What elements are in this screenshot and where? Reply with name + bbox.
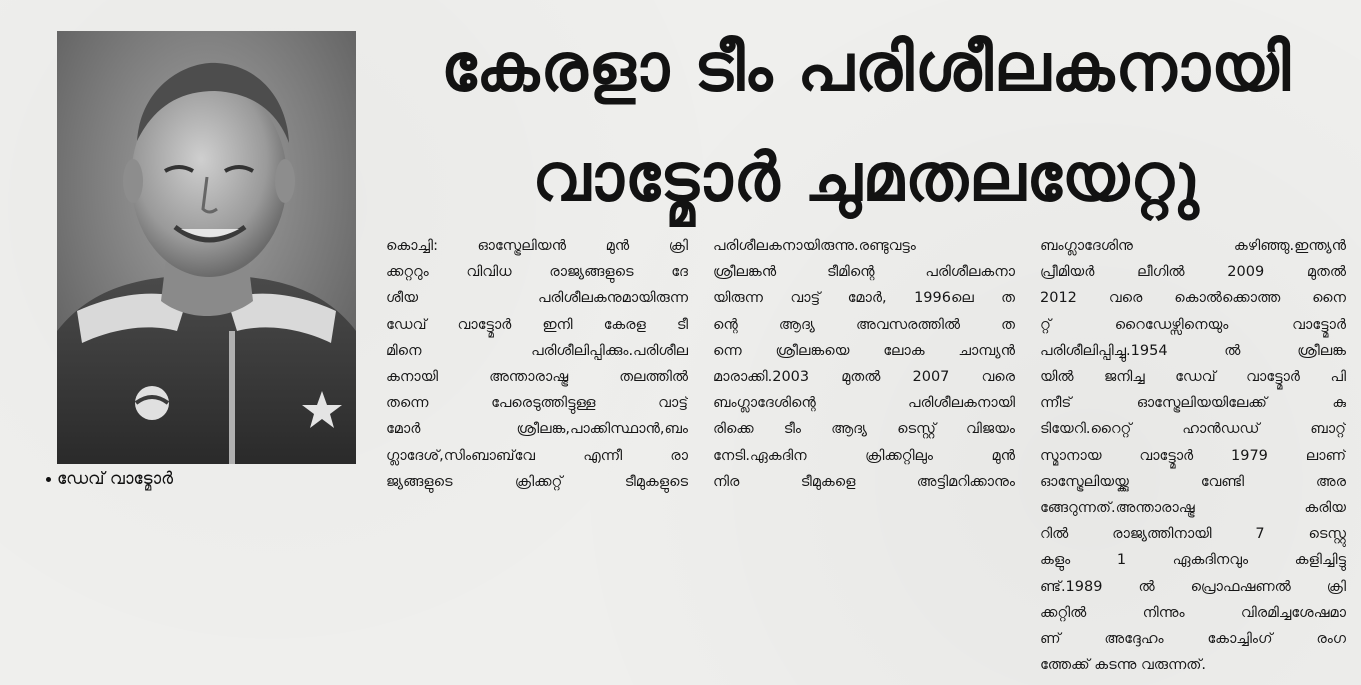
column-line: പരിശീലകനായിരുന്നു.രണ്ടുവട്ടം [713,238,916,254]
column-line: ടിയേറി.റൈറ്റ് ഹാൻഡഡ് ബാറ്റ് [1040,421,1346,438]
column-line: രിക്കെ ടീം ആദ്യ ടെസ്റ്റ് വിജയം [713,421,1015,438]
column-line: റ്റ് റൈഡേഴ്സിനെയും വാട്ട്മോർ [1040,316,1346,333]
photo-caption-text: ഡേവ് വാട്മോർ [57,469,174,489]
column-line: ബംഗ്ലാദേശിനു കഴിഞ്ഞു.ഇന്ത്യൻ [1040,238,1346,254]
column-line: ശീയ പരിശീലകനുമായിരുന്ന [386,290,688,307]
column-line: പരിശീലിപ്പിച്ചു.1954 ൽ ശ്രീലങ്ക [1040,342,1346,359]
column-line: യിരുന്ന വാട്ട് മോർ, 1996ലെ ത [713,290,1015,307]
article-column-2 [713,233,1015,495]
column-line: കളും 1 ഏകദിനവും കളിച്ചിട്ടു [1040,552,1346,569]
caption-bullet-icon [46,477,51,482]
column-line: മാരാക്കി.2003 മുതൽ 2007 വരെ [713,369,1015,386]
column-line: യിൽ ജനിച്ച ഡേവ് വാട്ട്മോർ പി [1040,369,1346,386]
column-line: പ്രീമിയർ ലീഗിൽ 2009 മുതൽ [1040,264,1346,281]
column-line: ന്നെ ശ്രീലങ്കയെ ലോക ചാമ്പ്യൻ [713,342,1015,359]
column-line: കൊച്ചി: ഓസ്ട്രേലിയൻ മുൻ ക്രി [386,238,688,254]
column-line: നിര ടീമുകളെ അട്ടിമറിക്കാനും [713,473,1015,490]
portrait-photo [57,31,356,464]
column-line: ന്നീട് ഓസ്ട്രേലിയയിലേക്ക് കു [1040,395,1346,412]
column-line: ക്കറ്റിൽ നിന്നും വിരമിച്ചശേഷമാ [1040,604,1346,621]
article-column-3 [1040,233,1346,678]
column-line: ണ്ട്.1989 ൽ പ്രൊഫഷണൽ ക്രി [1040,578,1346,595]
column-line: ന്റെ ആദ്യ അവസരത്തിൽ ത [713,316,1015,333]
column-line: സ്മാനായ വാട്ട്മോർ 1979 ലാണ് [1040,447,1346,464]
column-line: ക്കറ്ററും വിവിധ രാജ്യങ്ങളുടെ ദേ [386,264,688,281]
column-line: ജ്യങ്ങളുടെ ക്രിക്കറ്റ് ടീമുകളുടെ [386,473,688,490]
column-line: ശ്രീലങ്കൻ ടീമിന്റെ പരിശീലകനാ [713,264,1015,281]
headline-line-2: വാട്മോർ ചുമതലയേറ്റു [532,139,1200,216]
column-line: റിൽ രാജ്യത്തിനായി 7 ടെസ്റ്റു [1040,526,1346,543]
column-line: ങ്ങേറുന്നത്.അന്താരാഷ്ട്ര കരിയ [1040,500,1346,517]
column-line: മിനെ പരിശീലിപ്പിക്കും.പരിശീല [386,342,688,359]
column-line: ത്തേക്ക് കടന്നു വരുന്നത്. [1040,657,1207,674]
photo-caption [46,466,173,492]
column-line: ണ് അദ്ദേഹം കോച്ചിംഗ് രംഗ [1040,631,1346,648]
column-line: മോർ ശ്രീലങ്ക,പാക്കിസ്ഥാൻ,ബം [386,421,688,438]
column-line: ഓസ്ട്രേലിയയ്ക്കു വേണ്ടി അര [1040,473,1346,490]
column-line: ബംഗ്ലാദേശിന്റെ പരിശീലകനായി [713,395,1015,412]
column-line: കനായി അന്താരാഷ്ട്ര തലത്തിൽ [386,369,688,386]
column-line: തന്നെ പേരെടുത്തിട്ടുള്ള വാട്ട് [386,395,688,412]
column-line: നേടി.ഏകദിന ക്രിക്കറ്റിലും മുൻ [713,447,1015,464]
column-line: 2012 വരെ കൊൽക്കൊത്ത നൈ [1040,290,1346,307]
portrait-image [57,31,356,464]
column-line: ഗ്ലാദേശ്,സിംബാബ്‌വേ എന്നീ രാ [386,447,688,464]
column-line: ഡേവ് വാട്ട്മോർ ഇനി കേരള ടീ [386,316,688,333]
headline-line-1: കേരളാ ടീം പരിശീലകനായി [440,29,1292,106]
article-column-1 [386,233,688,495]
